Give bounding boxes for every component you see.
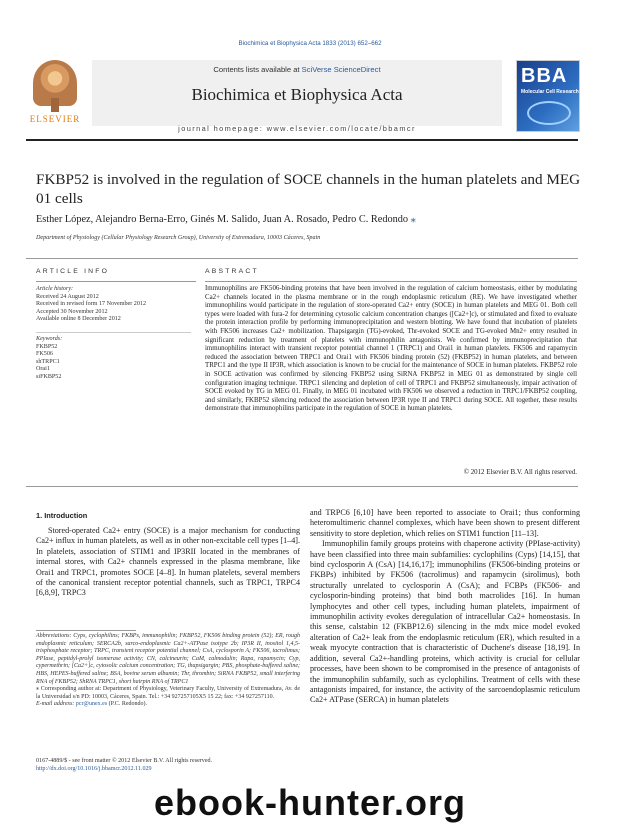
- elsevier-logo: [26, 60, 84, 128]
- info-divider: [36, 324, 191, 333]
- history-item: Received 24 August 2012: [36, 293, 99, 300]
- authors-text: Esther López, Alejandro Berna-Erro, Ginés M. Salido, Juan A. Rosado, Pedro C. Redondo: [36, 214, 409, 225]
- abstract-text: Immunophilins are FK506-binding proteins that have been involved in the regulation of calcium homeostasis, either by modulating Ca2+ channels located in the plasma membrane or in the rough endoplasmic reticulum (RE). We have investigated whether immunophilins would participate in the regulation of store-operated Ca2+ entry (SOCE) in human platelets and MEG 01. Both cell types were loaded with fura-2 for determining cytosolic calcium concentration changes ([Ca2+]c), or stimulated and fixed to evaluate the protein interaction profile by performing immunoprecipitation and western blotting. We have found that incubation of platelets with FK506 increases Ca2+ mobilization. Thapsigargin (TG)-evoked, Thr-evoked SOCE and TG-evoked Mn2+ entry resulted in significant reduction by treatment of platelets with immunophilin antagonists. We confirmed by immunoprecipitation that immunophilins interact with transient receptor potential channel 1 (TRPC1) and Orai1 in human platelets. FK506 and rapamycin reduced the association between TRPC1 and Orai1 with FK506 binding protein (52) (FKBP52) in human platelets, and between TRPC1 and the type II IP3R, which association is known to be crucial for the maintenance of SOCE in human platelets. FKBP52 role in SOCE activation was confirmed by silencing FKBP52 using SiRNA FKBP52 in MEG 01 as demonstrated by single cell configuration imaging technique. TRPC1 silencing and depletion of cell of TRPC1 and FKBP52 simultaneously, impair activation of SOCE evoked by TG in MEG 01. Finally, in MEG 01 incubated with FK506 we observed a reduction in TRPC1/FKBP52 coupling, and similarly, FKBP52 silencing reduced the association between IP3R type II and TRPC1 during SOCE. All together, these results demonstrate that immunophilins participate in the regulation of SOCE in human platelets.: [205, 285, 577, 413]
- intro-paragraph-left: Stored-operated Ca2+ entry (SOCE) is a major mechanism for conducting Ca2+ influx in human platelets, as well as in other non-excitable cell types [1–4]. In platelets, association of STIM1 and IP3RII located in the membranes of internal stores, with Ca2+ channels expressed in the plasma membrane, like Orai1 and TRPC1, promotes SOCE [4–8]. In human platelets, several members of the canonical transient receptor potential channels, such as TRPC1, TRPC4 [6,8,9], TRPC3: [36, 526, 300, 598]
- sciencedirect-link[interactable]: SciVerse ScienceDirect: [301, 65, 381, 74]
- tree-trunk: [51, 98, 59, 112]
- keyword: shTRPC1: [36, 358, 60, 365]
- section-rule: [26, 258, 578, 259]
- journal-homepage[interactable]: journal homepage: www.elsevier.com/locate/bbamcr: [178, 124, 416, 133]
- footnotes: [36, 633, 300, 709]
- header-rule: [26, 139, 578, 141]
- email-suffix: (P.C. Redondo).: [107, 701, 147, 708]
- issn-line: 0167-4889/$ - see front matter © 2012 Elsevier B.V. All rights reserved.: [36, 758, 213, 764]
- keyword: FK506: [36, 351, 53, 358]
- article-info: [36, 286, 196, 382]
- article-info-rule: [36, 281, 196, 282]
- journal-cover: [516, 60, 580, 132]
- cover-swirl-icon: [527, 101, 571, 125]
- keyword: FKBP52: [36, 343, 58, 350]
- corresponding-author-mark[interactable]: ⁎: [410, 214, 416, 225]
- bottom-info: [36, 757, 300, 773]
- right-paragraph-1: and TRPC6 [6,10] have been reported to associate to Orai1; thus conforming heteromultimeric channel complexes, which have been shown to present different sensitivity to store depletion, which relies on STIM1 function [11–13].: [310, 508, 580, 538]
- history-item: Available online 8 December 2012: [36, 316, 121, 323]
- history-item: Accepted 30 November 2012: [36, 308, 108, 315]
- journal-title: Biochimica et Biophysica Acta: [191, 85, 403, 104]
- cover-title: BBA: [521, 65, 568, 87]
- abbreviations: Abbreviations: Cyps, cyclophilins; FKBPs, immunophilin; FKBP52, FK506 binding protein (52); ER, rough endoplasmic reticulum; SERCA2b, sarco-endoplasmic Ca2+-ATPase isotype 2b; IP3R II, inositol 1,4,5-trisphosphate receptor; TRPC, transient receptor potential channel; CsA, cyclosporin A; FK506, tacrolimus; PPIase, peptidyl-prolyl isomerase activity; CN, calcineurin; CaM, calmodulin; Rapa, rapamycin; Cyp, cypermethrin; [Ca2+]c, cytosolic calcium concentration; TG, thapsigargin; PBS, phosphate-buffered saline; HBS, HEPES-buffered saline; BSA, bovine serum albumin; Thr, thrombin; SiRNA FKBP52, small interfering RNA of FKBP52; ShRNA TRPC1, short hairpin RNA of TRPC1: [36, 633, 300, 685]
- keyword: Orai1: [36, 366, 50, 373]
- section-heading-introduction: 1. Introduction: [36, 511, 88, 520]
- copyright: © 2012 Elsevier B.V. All rights reserved.: [463, 469, 577, 476]
- abstract-bottom-rule: [26, 486, 578, 487]
- doi-link[interactable]: http://dx.doi.org/10.1016/j.bbamcr.2012.11.029: [36, 766, 152, 772]
- abstract-rule: [205, 281, 577, 282]
- article-info-heading: ARTICLE INFO: [36, 268, 110, 275]
- keyword: siFKBP52: [36, 373, 62, 380]
- keywords-label: Keywords:: [36, 335, 63, 342]
- contents-line: [92, 65, 502, 74]
- contents-prefix: Contents lists available at: [213, 65, 302, 74]
- abstract-heading: ABSTRACT: [205, 268, 259, 275]
- corresponding-author-note: ⁎ Corresponding author at: Department of Physiology, Veterinary Faculty, University of Extremadura, Av. de la Universidad s/n PD: 10003, Cáceres, Spain. Tel.: +34 927257105X5 15 22; fax: +34 927257110.: [36, 686, 300, 700]
- email-link[interactable]: pcr@unex.es: [75, 701, 108, 708]
- affiliation: Department of Physiology (Cellular Physiology Research Group), University of Extremadura, 10003 Cáceres, Spain: [36, 235, 321, 241]
- history-item: Received in revised form 17 November 2012: [36, 301, 146, 308]
- email-line: [36, 701, 300, 709]
- journal-citation[interactable]: Biochimica et Biophysica Acta 1833 (2013) 652–662: [238, 40, 382, 47]
- article-title: FKBP52 is involved in the regulation of SOCE channels in the human platelets and MEG 01 cells: [36, 171, 581, 207]
- cover-subtitle: Molecular Cell Research: [521, 89, 579, 95]
- history-label: Article history:: [36, 286, 74, 292]
- right-paragraph-2: Immunophilin family groups proteins with chaperone activity (PPIase-activity) have been classified into three main subfamilies: cyclophilins (Cyps) [14,15], that bind cyclosporin A (CsA) [14,16,17]; immunophilins (FK506-binding proteins or FKBPs) inhibited by FK506 (tacrolimus) and rapamycin (sirolimus), both structurally unrelated to cyclosporin A (CsA); and FCBPs (FK506- and cyclosporin-binding proteins) that bind both macrolides [16]. In human lymphocytes and other cell types, including human platelets, impairment of immunophilin activity evokes deregulation of intracellular Ca2+ homeostasis. In this sense, calstabin 12 (FKBP12.6) silencing in the mdx mice model evoked alteration of Ca2+ leak from the endoplasmic reticulum (ER), which resulted in a weak myocyte contraction that is characteristic of Duchene's disease [18,19]. In addition, several Ca2+-handling proteins, which activity is crucial for cellular processes, have been shown to be compromised in the presence of antagonists of the immunophilin subfamily, such as cyclophilins. Treatment of cells with these antagonists impaired, for instance, the activity of the sarcoendoplasmic reticulum Ca2+ ATPase (SERCA) in human platelets: [310, 539, 580, 705]
- publisher-logo-text: ELSEVIER: [29, 114, 81, 124]
- email-label: E-mail address:: [36, 701, 76, 708]
- intro-paragraph-right: [310, 508, 580, 706]
- watermark: ebook-hunter.org: [154, 782, 466, 823]
- footnote-rule: [36, 630, 136, 631]
- author-list: [36, 213, 596, 225]
